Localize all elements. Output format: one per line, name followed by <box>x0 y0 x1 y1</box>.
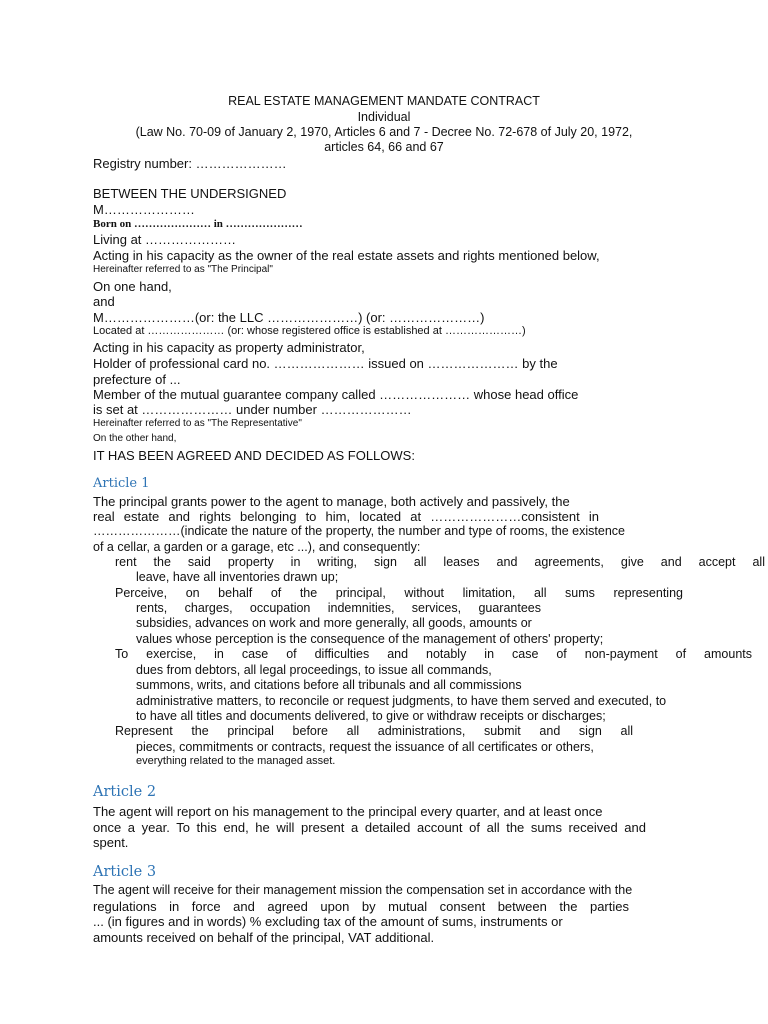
article-1-item-exercise-cont: dues from debtors, all legal proceedings, to issue all commands, <box>136 663 492 677</box>
article-3-heading: Article 3 <box>93 864 157 880</box>
article-1-item-rent: rent the said property in writing, sign all leases and agreements, give and accept all <box>115 555 765 569</box>
article-1-item-exercise-cont: administrative matters, to reconcile or request judgments, to have them served and executed, to <box>136 694 667 708</box>
article-2-line: spent. <box>93 835 129 850</box>
representative-designation: Hereinafter referred to as "The Representative" <box>93 418 302 429</box>
article-3-line: amounts received on behalf of the principal, VAT additional. <box>93 930 435 945</box>
contract-title: REAL ESTATE MANAGEMENT MANDATE CONTRACT <box>228 94 540 108</box>
principal-designation: Hereinafter referred to as "The Principal" <box>93 264 273 275</box>
registry-number: Registry number: ………………… <box>93 156 287 171</box>
article-1-item-perceive: Perceive, on behalf of the principal, without limitation, all sums representing <box>115 586 683 600</box>
article-1-item-perceive-cont: values whose perception is the consequence of the management of others' property; <box>136 632 604 646</box>
contract-subtitle: Individual <box>357 110 411 124</box>
between-undersigned: BETWEEN THE UNDERSIGNED <box>93 186 287 201</box>
article-1-item-rent-cont: leave, have all inventories drawn up; <box>136 570 339 584</box>
article-1-item-exercise-cont: summons, writs, and citations before all tribunals and all commissions <box>136 678 522 692</box>
acting-admin-line: Acting in his capacity as property administrator, <box>93 340 365 355</box>
acting-owner-line: Acting in his capacity as the owner of the real estate assets and rights mentioned below, <box>93 248 600 263</box>
article-3-line: regulations in force and agreed upon by mutual consent between the parties <box>93 899 629 914</box>
article-1-item-exercise: To exercise, in case of difficulties and notably in case of non-payment of amounts <box>115 647 752 661</box>
agreed-heading: IT HAS BEEN AGREED AND DECIDED AS FOLLOWS: <box>93 448 415 463</box>
article-1-intro-line: …………………(indicate the nature of the property, the number and type of rooms, the existence <box>93 524 625 538</box>
law-reference-line-1: (Law No. 70-09 of January 2, 1970, Articles 6 and 7 - Decree No. 72-678 of July 20, 1972, <box>135 125 633 139</box>
located-at-line: Located at ………………… (or: whose registered office is established at …………………) <box>93 325 526 337</box>
article-2-line: once a year. To this end, he will present a detailed account of all the sums received and <box>93 820 646 835</box>
article-1-item-exercise-cont: to have all titles and documents delivered, to give or withdraw receipts or discharges; <box>136 709 606 723</box>
article-1-intro-line: of a cellar, a garden or a garage, etc ...), and consequently: <box>93 540 421 554</box>
law-reference-line-2: articles 64, 66 and 67 <box>324 140 444 154</box>
one-hand-line: On one hand, <box>93 279 172 294</box>
principal-name: M………………… <box>93 202 195 217</box>
article-1-item-represent: Represent the principal before all administrations, submit and sign all <box>115 724 633 738</box>
article-2-heading: Article 2 <box>93 784 157 800</box>
article-2-line: The agent will report on his management to the principal every quarter, and at least once <box>93 804 603 819</box>
article-3-line: ... (in figures and in words) % excluding tax of the amount of sums, instruments or <box>93 914 563 929</box>
prefecture-line: prefecture of ... <box>93 372 181 387</box>
article-1-intro-line: The principal grants power to the agent to manage, both actively and passively, the <box>93 494 570 509</box>
article-1-item-represent-cont: everything related to the managed asset. <box>136 755 336 767</box>
other-hand-line: On the other hand, <box>93 433 177 444</box>
representative-name: M…………………(or: the LLC …………………) (or: …………………) <box>93 310 485 325</box>
article-1-item-represent-cont: pieces, commitments or contracts, request the issuance of all certificates or others, <box>136 740 594 754</box>
and-line: and <box>93 294 115 309</box>
article-1-item-perceive-cont: subsidies, advances on work and more generally, all goods, amounts or <box>136 616 532 630</box>
article-1-item-perceive-cont: rents, charges, occupation indemnities, services, guarantees <box>136 601 541 615</box>
article-3-line: The agent will receive for their management mission the compensation set in accordance with the <box>93 883 633 897</box>
guarantee-company-line: Member of the mutual guarantee company called ………………… whose head office <box>93 387 579 402</box>
living-at-line: Living at ………………… <box>93 232 237 247</box>
born-on-line: Born on ………………… in ………………… <box>93 218 303 230</box>
article-1-intro-line: real estate and rights belonging to him, located at …………………consistent in <box>93 509 599 524</box>
head-office-line: is set at ………………… under number ………………… <box>93 402 412 417</box>
professional-card-line: Holder of professional card no. ………………… issued on ………………… by the <box>93 356 558 371</box>
article-1-heading: Article 1 <box>93 476 150 491</box>
